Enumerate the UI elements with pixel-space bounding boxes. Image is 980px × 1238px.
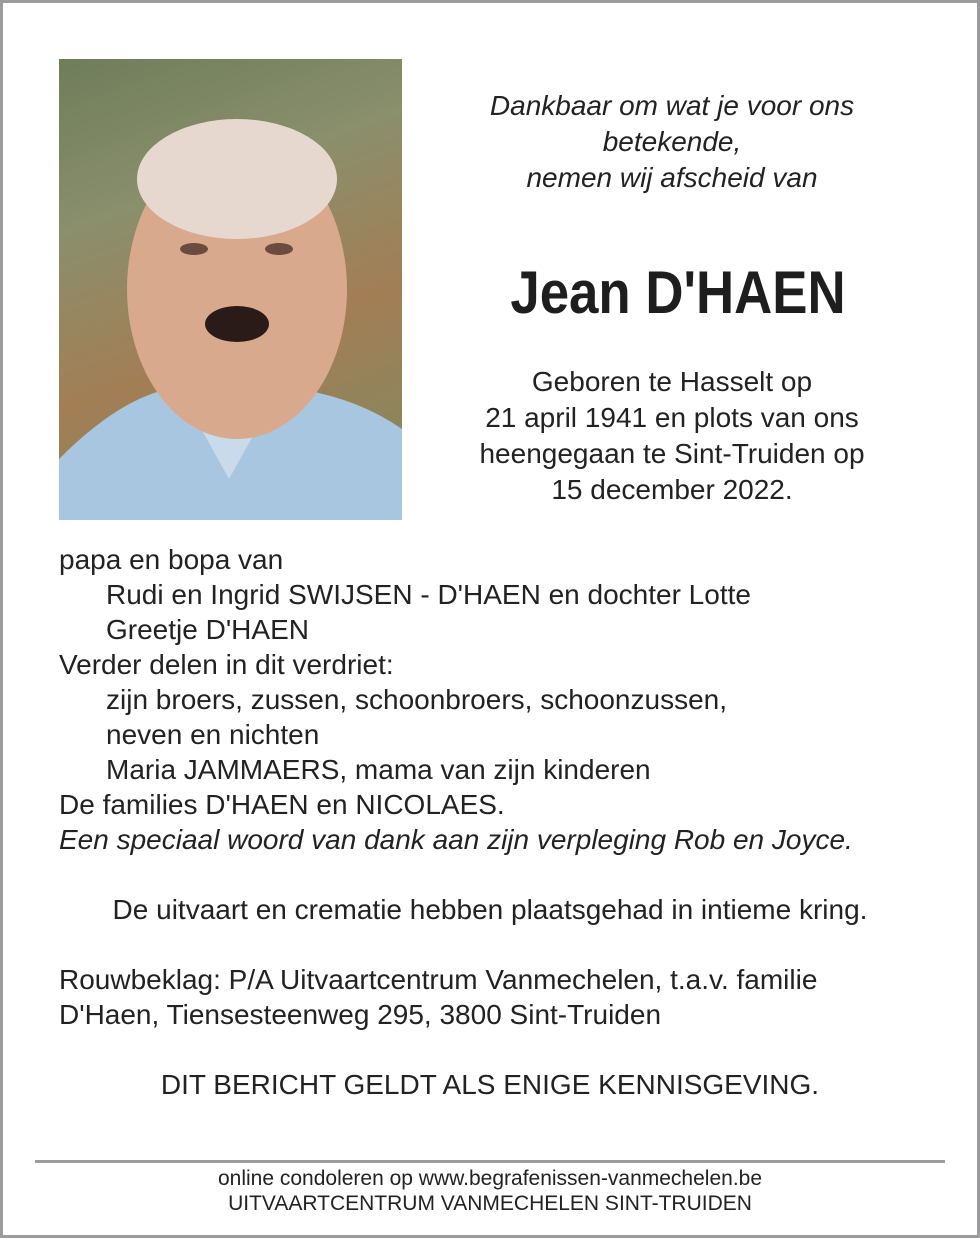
born-line: heengegaan te Sint-Truiden op [479, 438, 865, 469]
born-line: Geboren te Hasselt op [531, 366, 813, 397]
born-line: 15 december 2022. [551, 474, 793, 505]
address-line: Rouwbeklag: P/A Uitvaartcentrum Vanmechelen, t.a.v. familie [59, 964, 818, 995]
papa-label: papa en bopa van [59, 544, 284, 575]
intro-line: nemen wij afscheid van [526, 162, 818, 193]
child-entry: Rudi en Ingrid SWIJSEN - D'HAEN en dochter Lotte [106, 579, 751, 610]
divider [35, 1160, 945, 1163]
portrait-photo [59, 59, 402, 520]
notice-text: DIT BERICHT GELDT ALS ENIGE KENNISGEVING. [160, 1069, 820, 1100]
child-entry: Greetje D'HAEN [106, 614, 309, 645]
thanks-text: Een speciaal woord van dank aan zijn verpleging Rob en Joyce. [59, 824, 853, 855]
relative-entry: neven en nichten [106, 719, 320, 750]
families-line: De families D'HAEN en NICOLAES. [59, 789, 505, 820]
deceased-name: Jean D'HAEN [510, 259, 846, 326]
footer [0, 1166, 980, 1216]
funeral-text: De uitvaart en crematie hebben plaatsgehad in intieme kring. [112, 894, 868, 925]
further-label: Verder delen in dit verdriet: [59, 649, 394, 680]
footer-funeral-home: UITVAARTCENTRUM VANMECHELEN SINT-TRUIDEN [228, 1192, 752, 1215]
relative-entry: zijn broers, zussen, schoonbroers, schoonzussen, [106, 684, 727, 715]
intro-line: betekende, [602, 126, 742, 157]
intro-text [450, 88, 894, 196]
intro-line: Dankbaar om wat je voor ons [489, 90, 855, 121]
address-line: D'Haen, Tiensesteenweg 295, 3800 Sint-Truiden [59, 999, 662, 1030]
birth-death-info [450, 364, 894, 508]
footer-condolence: online condoleren op www.begrafenissen-vanmechelen.be [217, 1167, 763, 1190]
relative-entry: Maria JAMMAERS, mama van zijn kinderen [106, 754, 651, 785]
born-line: 21 april 1941 en plots van ons [485, 402, 859, 433]
family-section [59, 542, 939, 1102]
